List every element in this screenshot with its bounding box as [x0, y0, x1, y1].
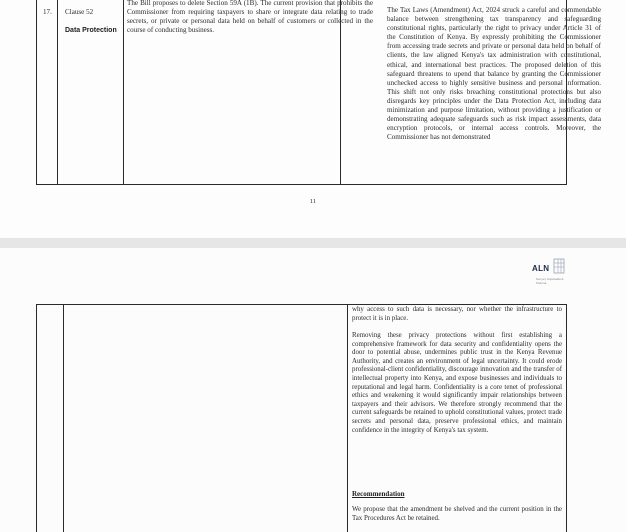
- page-number: 11: [309, 198, 317, 205]
- document-page-12: [0, 248, 626, 532]
- comments-table-page-11: [36, 0, 601, 185]
- proposal-text: The Bill proposes to delete Section 59A (1B). The current provision that prohibits the Commissioner from requiring taxpayers to share or integrate data relating to trade secrets, or private or personal data held on behalf of customers or collected in the course of conducting business.: [127, 0, 373, 35]
- clause-reference: Clause 52: [65, 8, 94, 16]
- comment-continued: why access to such data is necessary, nor whether the infrastructure to protect it is in place.: [352, 306, 562, 322]
- logo-subtext: Kenya | Anjarwalla & Khanna: [536, 277, 564, 285]
- column-divider: [347, 305, 348, 532]
- comment-paragraph: Removing these privacy protections without first establishing a comprehensive framework for data security and confidentiality opens the door to potential abuse, undermines public trust in the Kenya Revenue Authority, and creates an environment of legal uncertainty. It could erode professional-client confidentiality, discourage innovation and the transfer of intellectual property into Kenya, and expose businesses and individuals to reputational and legal harm. Confidentiality is a core tenet of professional ethics and weakening it would significantly impair relationships between taxpayers and their advisors. We therefore strongly recommend that the current safeguards be retained to uphold constitutional values, protect trade secrets and personal data, preserve professional ethics, and maintain confidence in the integrity of Kenya's tax system.: [352, 332, 562, 434]
- logo-text: ALN: [532, 264, 550, 273]
- document-page-11: [0, 0, 626, 238]
- page-separator: [0, 238, 626, 248]
- recommendation-heading: Recommendation: [352, 490, 405, 498]
- column-divider: [57, 0, 58, 184]
- row-number: 17.: [43, 8, 52, 16]
- recommendation-text: We propose that the amendment be shelved and the current position in the Tax Procedures Act be retained.: [352, 506, 562, 522]
- column-divider: [123, 0, 124, 184]
- firm-logo: [532, 257, 572, 287]
- comment-text: The Tax Laws (Amendment) Act, 2024 struck a careful and commendable balance between strengthening tax transparency and safeguarding constitutional rights, particularly the right to privacy under Article 31 of the Constitution of Kenya. By expressly prohibiting the Commissioner from accessing trade secrets and private or personal data held on behalf of clients, the law aligned Kenya's tax administration with constitutional, ethical, and international best practices. The proposed deletion of this safeguard threatens to upend that balance by granting the Commissioner unchecked access to highly sensitive business and personal information. This shift not only risks breaching constitutional protections but also disregards key principles under the Data Protection Act, including data minimization and purpose limitation, without providing a justification or demonstrating adequate safeguards such as risk impact assessments, data encryption protocols, or internal access controls. Moreover, the Commissioner has not demonstrated: [387, 6, 601, 142]
- clause-title: Data Protection: [65, 27, 117, 34]
- column-divider: [63, 305, 64, 532]
